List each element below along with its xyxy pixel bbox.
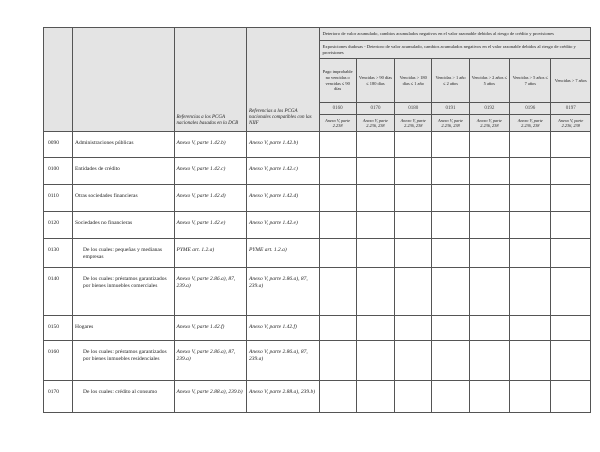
data-cell[interactable] [395,158,432,185]
data-cell[interactable] [551,381,591,413]
data-cell[interactable] [319,185,356,212]
data-cell[interactable] [469,268,509,316]
data-cell[interactable] [356,268,394,316]
column-label: Vencidas > 1 año ≤ 2 años [432,59,469,103]
column-label: Vencidas > 90 días ≤ 180 días [356,59,394,103]
data-cell[interactable] [510,158,551,185]
data-cell[interactable] [319,158,356,185]
row-label: Hogares [73,316,175,341]
row-label: Administraciones públicas [73,132,175,158]
data-cell[interactable] [395,185,432,212]
row-label: De los cuales: pequeñas y medianas empresas [73,239,175,268]
data-cell[interactable] [395,239,432,268]
column-ref-dcb: Anexo V, parte 2.236, 238 [551,115,591,132]
data-cell[interactable] [469,316,509,341]
row-ref-niif: PYME art. 1.2.a) [247,239,320,268]
data-cell[interactable] [469,381,509,413]
row-code: 0090 [44,132,73,158]
data-cell[interactable] [356,239,394,268]
row-ref-niif: Anexo V, parte 2.86.a), 87, 239.a) [247,268,320,316]
table-row [44,239,591,268]
header-corner-code [44,28,73,132]
row-label: Sociedades no financieras [73,212,175,239]
header-top-title: Deterioro de valor acumulado, cambios acumulados negativos en el valor razonable debidos al riesgo de crédito y provisiones [319,28,591,41]
data-cell[interactable] [432,158,469,185]
data-cell[interactable] [319,341,356,381]
data-cell[interactable] [319,132,356,158]
row-code: 0110 [44,185,73,212]
data-cell[interactable] [356,341,394,381]
data-cell[interactable] [356,132,394,158]
data-cell[interactable] [319,268,356,316]
data-cell[interactable] [469,158,509,185]
data-cell[interactable] [432,316,469,341]
column-ref-dcb: Anexo V, parte 2.236, 238 [432,115,469,132]
row-ref-dcb: Anexo V, parte 1.42.b) [174,132,247,158]
data-cell[interactable] [432,341,469,381]
data-cell[interactable] [551,268,591,316]
row-ref-niif: Anexo V, parte 1.42.f) [247,316,320,341]
data-cell[interactable] [551,341,591,381]
row-ref-dcb: PYME art. 1.2.a) [174,239,247,268]
column-label: Vencidas > 180 días ≤ 1 año [395,59,432,103]
row-ref-dcb: Anexo V, parte 1.42.c) [174,158,247,185]
column-label: Vencidas > 7 años [551,59,591,103]
data-cell[interactable] [432,268,469,316]
data-cell[interactable] [356,185,394,212]
data-cell[interactable] [469,239,509,268]
data-cell[interactable] [432,132,469,158]
table-row [44,212,591,239]
data-cell[interactable] [319,381,356,413]
data-cell[interactable] [510,239,551,268]
data-cell[interactable] [510,268,551,316]
data-cell[interactable] [510,381,551,413]
table-row [44,185,591,212]
data-cell[interactable] [551,239,591,268]
data-cell[interactable] [510,132,551,158]
column-code: 0160 [319,103,356,115]
table-row [44,268,591,316]
row-ref-dcb: Anexo V, parte 2.86.a), 87, 239.a) [174,341,247,381]
row-label: Otras sociedades financieras [73,185,175,212]
data-cell[interactable] [432,185,469,212]
table-row [44,158,591,185]
column-code: 0192 [469,103,509,115]
row-code: 0160 [44,341,73,381]
ref-niif-header: Referencias a los PCGA nacionales compatibles con las NIIF [247,28,320,132]
data-cell[interactable] [395,132,432,158]
row-label: De los cuales: préstamos garantizados por bienes inmuebles comerciales [73,268,175,316]
data-cell[interactable] [510,185,551,212]
data-cell[interactable] [356,381,394,413]
finrep-table [43,27,591,413]
data-cell[interactable] [469,132,509,158]
data-cell[interactable] [551,316,591,341]
data-cell[interactable] [395,316,432,341]
column-code: 0191 [432,103,469,115]
row-code: 0150 [44,316,73,341]
row-ref-niif: Anexo V, parte 2.88.a), 239.b) [247,381,320,413]
row-code: 0100 [44,158,73,185]
data-cell[interactable] [551,158,591,185]
row-ref-dcb: Anexo V, parte 1.42.d) [174,185,247,212]
table-row [44,341,591,381]
data-cell[interactable] [395,381,432,413]
data-cell[interactable] [510,316,551,341]
column-code: 0170 [356,103,394,115]
column-code: 0196 [510,103,551,115]
row-code: 0130 [44,239,73,268]
data-cell[interactable] [469,341,509,381]
row-ref-niif: Anexo V, parte 1.42.e) [247,212,320,239]
column-label: Pago improbable no vencidas o vencidas ≤ 90 días [319,59,356,103]
data-cell[interactable] [356,316,394,341]
data-cell[interactable] [319,239,356,268]
table-row [44,381,591,413]
column-code: 0197 [551,103,591,115]
data-cell[interactable] [469,212,509,239]
row-ref-niif: Anexo V, parte 1.42.c) [247,158,320,185]
data-cell[interactable] [432,212,469,239]
data-cell[interactable] [469,185,509,212]
data-cell[interactable] [395,212,432,239]
row-ref-dcb: Anexo V, parte 2.88.a), 239.b) [174,381,247,413]
column-ref-dcb: Anexo V, parte 2.236, 238 [510,115,551,132]
column-label: Vencidas > 5 años ≤ 7 años [510,59,551,103]
data-cell[interactable] [432,381,469,413]
data-cell[interactable] [510,341,551,381]
row-ref-niif: Anexo V, parte 1.42.b) [247,132,320,158]
header-subtitle: Exposiciones dudosas - Deterioro de valor acumulado, cambios acumulados negativos en el valor razonable debidos al riesgo de crédito y provisiones [319,41,591,59]
row-ref-dcb: Anexo V, parte 1.42.e) [174,212,247,239]
row-code: 0120 [44,212,73,239]
column-code: 0180 [395,103,432,115]
row-ref-niif: Anexo V, parte 1.42.d) [247,185,320,212]
row-ref-dcb: Anexo V, parte 2.86.a), 87, 239.a) [174,268,247,316]
data-cell[interactable] [510,212,551,239]
row-code: 0140 [44,268,73,316]
data-cell[interactable] [395,268,432,316]
column-ref-dcb: Anexo V, parte 2.236, 238 [395,115,432,132]
finrep-table-sheet [43,27,591,413]
table-row [44,132,591,158]
data-cell[interactable] [319,212,356,239]
row-label: De los cuales: crédito al consumo [73,381,175,413]
data-cell[interactable] [551,212,591,239]
data-cell[interactable] [432,239,469,268]
data-cell[interactable] [551,185,591,212]
ref-dcb-header: Referencias a los PCGA nacionales basadas en la DCB [174,28,247,132]
data-cell[interactable] [395,341,432,381]
row-label: De los cuales: préstamos garantizados por bienes inmuebles residenciales [73,341,175,381]
row-ref-niif: Anexo V, parte 2.86.a), 87, 239.a) [247,341,320,381]
data-cell[interactable] [356,158,394,185]
column-ref-dcb: Anexo V, parte 2.236, 238 [469,115,509,132]
column-ref-dcb: Anexo V, parte 2.236, 238 [356,115,394,132]
data-cell[interactable] [356,212,394,239]
row-label: Entidades de crédito [73,158,175,185]
column-label: Vencidas > 2 años ≤ 5 años [469,59,509,103]
table-row [44,316,591,341]
row-ref-dcb: Anexo V, parte 1.42.f) [174,316,247,341]
data-cell[interactable] [551,132,591,158]
column-ref-dcb: Anexo V, parte 2.238 [319,115,356,132]
data-cell[interactable] [319,316,356,341]
header-corner-label [73,28,175,132]
row-code: 0170 [44,381,73,413]
